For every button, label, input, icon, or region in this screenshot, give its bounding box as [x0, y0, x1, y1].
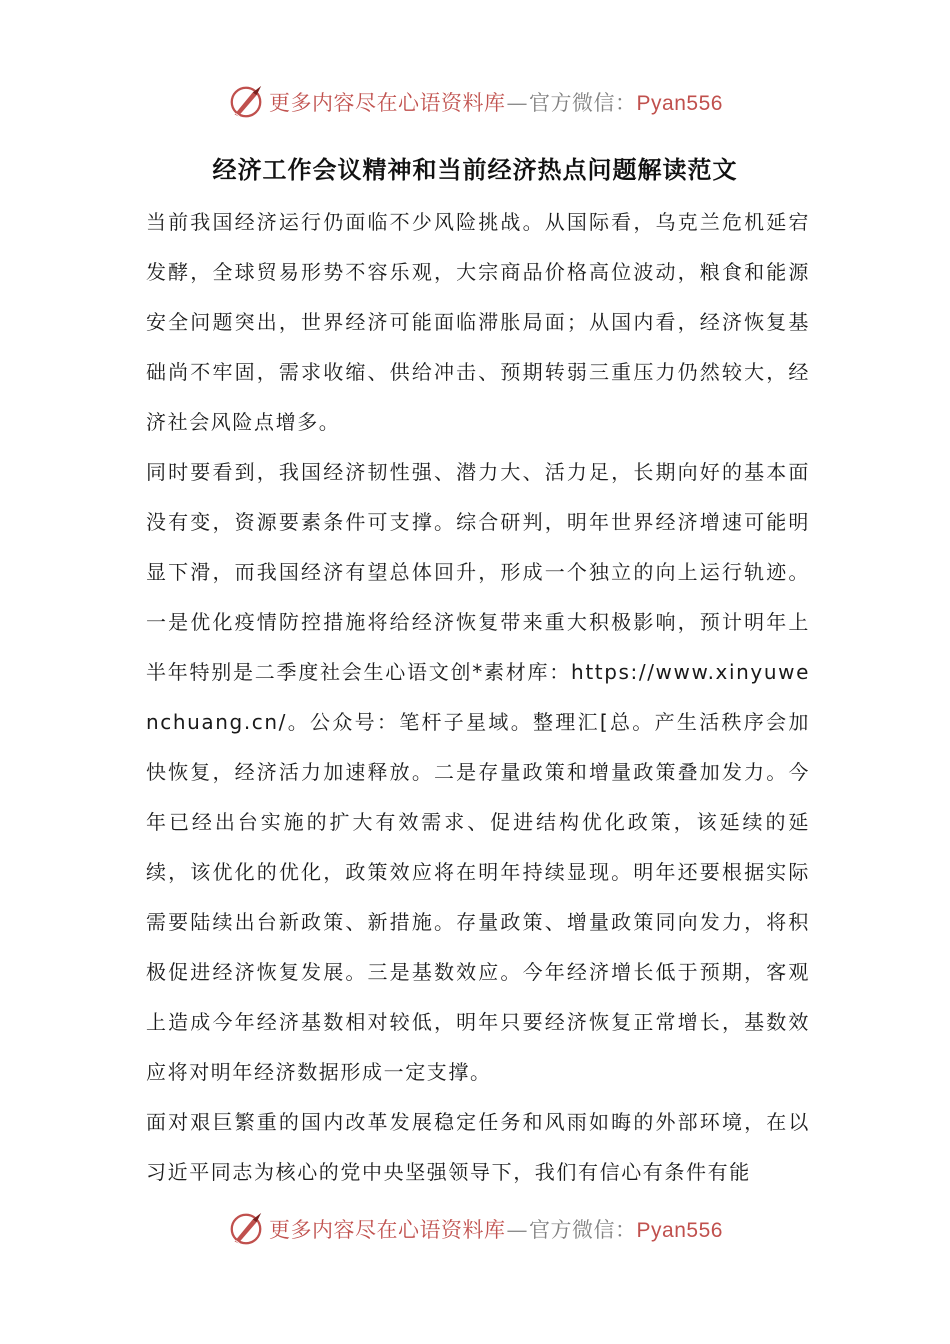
- banner-text: [269, 87, 723, 117]
- paragraph-3: 面对艰巨繁重的国内改革发展稳定任务和风雨如晦的外部环境，在以习近平同志为核心的党中央坚强领导下，我们有信心有条件有能: [146, 1110, 810, 1184]
- banner-wechat-id: Pyan556: [636, 1219, 723, 1242]
- document-body: [146, 197, 810, 1197]
- banner-wechat-label: 官方微信：: [529, 1218, 637, 1242]
- document-title: 经济工作会议精神和当前经济热点问题解读范文: [212, 156, 738, 184]
- footer-banner: [0, 1209, 950, 1249]
- quill-pen-logo-icon: [227, 1210, 265, 1248]
- banner-wechat-label: 官方微信：: [529, 91, 637, 115]
- paragraph-1: 当前我国经济运行仍面临不少风险挑战。从国际看，乌克兰危机延宕发酵，全球贸易形势不容乐观，大宗商品价格高位波动，粮食和能源安全问题突出，世界经济可能面临滞胀局面；从国内看，经济恢复基础尚不牢固，需求收缩、供给冲击、预期转弱三重压力仍然较大，经济社会风险点增多。: [146, 210, 810, 434]
- banner-dash: —: [506, 1218, 529, 1242]
- banner-dash: —: [506, 91, 529, 115]
- banner-text: [269, 1214, 723, 1244]
- banner-wechat-id: Pyan556: [636, 92, 723, 115]
- paragraph-2: 同时要看到，我国经济韧性强、潜力大、活力足，长期向好的基本面没有变，资源要素条件可支撑。综合研判，明年世界经济增速可能明显下滑，而我国经济有望总体回升，形成一个独立的向上运行轨迹。一是优化疫情防控措施将给经济恢复带来重大积极影响，预计明年上半年特别是二季度社会生心语文创*素材库：https://www.xinyuwenchuang.cn/。公众号：笔杆子星域。整理汇[总。产生活秩序会加快恢复，经济活力加速释放。二是存量政策和增量政策叠加发力。今年已经出台实施的扩大有效需求、促进结构优化政策，该延续的延续，该优化的优化，政策效应将在明年持续显现。明年还要根据实际需要陆续出台新政策、新措施。存量政策、增量政策同向发力，将积极促进经济恢复发展。三是基数效应。今年经济增长低于预期，客观上造成今年经济基数相对较低，明年只要经济恢复正常增长，基数效应将对明年经济数据形成一定支撑。: [146, 460, 810, 1084]
- banner-site-name: 更多内容尽在心语资料库: [269, 91, 506, 115]
- banner-site-name: 更多内容尽在心语资料库: [269, 1218, 506, 1242]
- quill-pen-logo-icon: [227, 83, 265, 121]
- header-banner: [0, 82, 950, 122]
